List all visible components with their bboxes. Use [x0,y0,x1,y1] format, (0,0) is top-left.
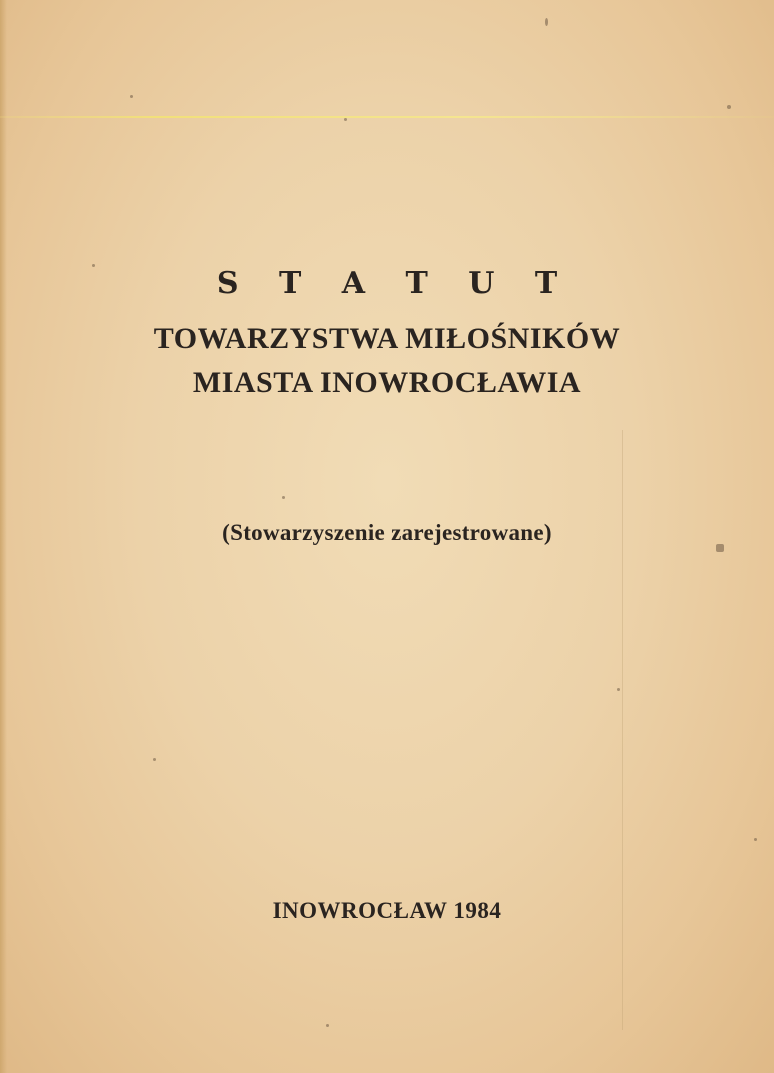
cover-title-line-3: MIASTA INOWROCŁAWIA [192,366,582,399]
cover-imprint: INOWROCŁAW 1984 [272,898,502,923]
paper-speck [727,105,731,109]
paper-speck [754,838,757,841]
paper-speck [545,18,548,26]
paper-speck [344,118,347,121]
paper-speck [326,1024,329,1027]
cover-top-rule [0,116,774,118]
cover-title: S T A T U T [216,266,573,301]
paper-speck [617,688,620,691]
cover-subtitle: (Stowarzyszenie zarejestrowane) [222,520,552,545]
paper-speck [282,496,285,499]
cover-title-line-2: TOWARZYSTWA MIŁOŚNIKÓW [153,322,621,355]
paper-speck [153,758,156,761]
paper-speck [130,95,133,98]
